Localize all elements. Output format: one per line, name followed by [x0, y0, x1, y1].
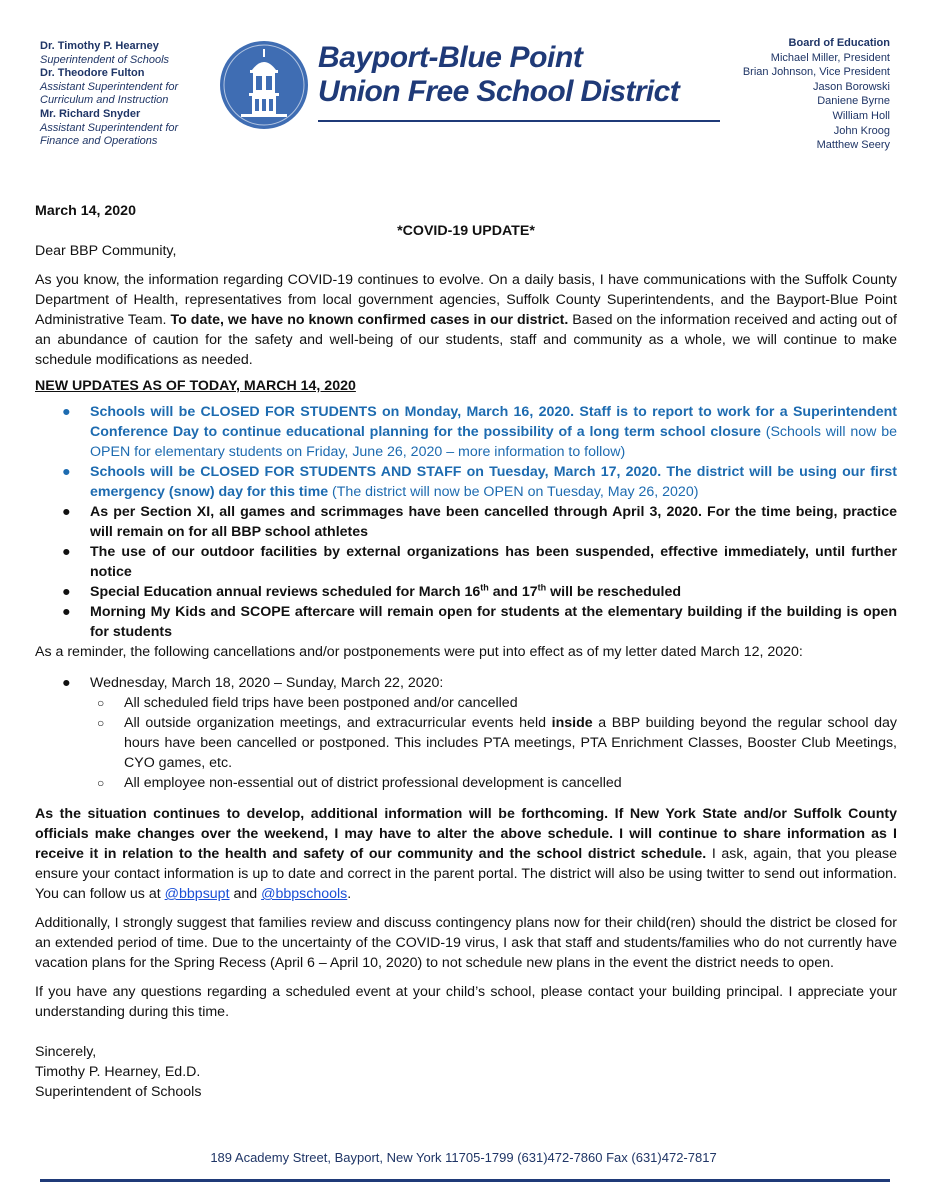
situation-bold: As the situation continues to develop, additional information will be forthcoming. If New York State and/or Suffolk County officials make changes over the weekend, I may have to alter the above schedule. I will continue to share information as I receive it in relation to the health and safety of our community and the school district schedule.: [35, 806, 897, 862]
board-member-3: Jason Borowski: [812, 80, 890, 93]
intro-text-bold: To date, we have no known confirmed cases in our district.: [170, 312, 569, 328]
update-1-bold: Schools will be CLOSED FOR STUDENTS on Monday, March 16, 2020. Staff is to report to work for a Superintendent Conference Day to continue educational planning for the possibility of a long term school closure: [90, 404, 897, 440]
letter-subject: *COVID-19 UPDATE*: [397, 223, 535, 239]
update-item-2: [35, 462, 897, 502]
board-member-7: Matthew Seery: [816, 139, 890, 152]
sub-item-3: [35, 773, 897, 793]
update-item-3: [35, 502, 897, 542]
circle-bullet-icon: ○: [97, 716, 105, 730]
bullet-icon: ●: [62, 584, 71, 600]
closing: Sincerely,: [35, 1044, 97, 1060]
update-6-text: Morning My Kids and SCOPE aftercare will remain open for students at the elementary building if the building is open for students: [90, 604, 897, 640]
and-word: and: [229, 886, 262, 902]
bullet-icon: ●: [62, 504, 71, 520]
intro-text-a: As you know, the information regarding COVID-19 continues to evolve. On a daily basis, I have communications with the Suffolk County Department of Health, representatives from local government agencies, Suffolk County Superintendents, and the Bayport-Blue Point Administrative Team.: [35, 272, 897, 328]
district-name-line1: Bayport-Blue Point: [318, 41, 583, 74]
situation-paragraph: [35, 804, 897, 904]
sub-1-text: All scheduled field trips have been postponed and/or cancelled: [124, 695, 518, 711]
board-member-4: Daniene Byrne: [817, 95, 890, 108]
week-text: Wednesday, March 18, 2020 – Sunday, March 22, 2020:: [90, 675, 444, 691]
cancellations-list: [35, 673, 897, 693]
update-item-1: [35, 402, 897, 462]
update-item-4: [35, 542, 897, 582]
board-member-6: John Kroog: [833, 124, 890, 137]
district-seal-logo: [219, 40, 309, 130]
footer-address: 189 Academy Street, Bayport, New York 11705-1799 (631)472-7860 Fax (631)472-7817: [210, 1150, 717, 1165]
update-item-5: [35, 582, 897, 602]
board-member-5: William Holl: [832, 109, 890, 122]
cancellation-week: [35, 673, 897, 693]
admin-name-3: Mr. Richard Snyder: [40, 107, 141, 120]
circle-bullet-icon: ○: [97, 776, 105, 790]
update-5-b: and 17: [488, 584, 538, 600]
updates-heading: NEW UPDATES AS OF TODAY, MARCH 14, 2020: [35, 378, 356, 394]
salutation: Dear BBP Community,: [35, 243, 177, 259]
intro-paragraph: [35, 270, 897, 370]
updates-list: [35, 402, 897, 642]
admin-title-2a: Assistant Superintendent for: [40, 80, 179, 93]
twitter-link-bbpschools[interactable]: @bbpschools: [261, 886, 348, 902]
letterhead-divider: [318, 120, 720, 122]
bullet-icon: ●: [62, 604, 71, 620]
admin-title-3b: Finance and Operations: [40, 135, 158, 148]
admin-title-2b: Curriculum and Instruction: [40, 94, 169, 107]
situation-rest: I ask, again, that you please ensure your contact information is up to date and correct in the parent portal. The district will also be using twitter to send out information. You can follow us at: [35, 846, 897, 902]
bullet-icon: ●: [62, 404, 71, 420]
board-of-education-block: [690, 36, 890, 153]
board-member-1: Michael Miller, President: [770, 51, 890, 64]
signer-name: Timothy P. Hearney, Ed.D.: [35, 1064, 201, 1080]
admin-name-1: Dr. Timothy P. Hearney: [40, 40, 159, 52]
admin-name-2: Dr. Theodore Fulton: [40, 67, 145, 80]
update-5-a: Special Education annual reviews scheduled for March 16: [90, 584, 481, 600]
footer-divider: [40, 1179, 890, 1182]
twitter-link-bbpsupt[interactable]: @bbpsupt: [164, 886, 230, 902]
admin-title-1: Superintendent of Schools: [40, 53, 170, 66]
update-5-sup1: th: [480, 582, 489, 593]
update-item-6: [35, 602, 897, 642]
district-name-line2: Union Free School District: [318, 75, 680, 108]
district-name: [318, 41, 728, 109]
board-heading: Board of Education: [788, 37, 890, 49]
update-5-c: will be rescheduled: [546, 584, 681, 600]
bullet-icon: ●: [62, 464, 71, 480]
circle-bullet-icon: ○: [97, 696, 105, 710]
intro-text-c: Based on the information received and acting out of an abundance of caution for the safety and well-being of our students, staff and community as a whole, we will continue to make schedule modifications as needed.: [35, 312, 897, 368]
bullet-icon: ●: [62, 675, 71, 691]
admin-title-3a: Assistant Superintendent for: [40, 121, 179, 134]
update-1-rest: (Schools will now be OPEN for elementary students on Friday, June 26, 2020 – more information to follow): [90, 424, 897, 460]
board-member-2: Brian Johnson, Vice President: [742, 66, 890, 79]
letter-body: [35, 201, 897, 1102]
signer-title: Superintendent of Schools: [35, 1084, 202, 1100]
period: .: [347, 886, 352, 902]
sub-2-a: All outside organization meetings, and extracurricular events held: [124, 715, 552, 731]
administrators-block: [40, 40, 210, 149]
sub-3-text: All employee non-essential out of district professional development is cancelled: [124, 775, 622, 791]
bullet-icon: ●: [62, 544, 71, 560]
update-4-text: The use of our outdoor facilities by external organizations has been suspended, effective immediately, until further notice: [90, 544, 897, 580]
cancellations-sublist: [35, 693, 897, 793]
sub-2-bold: inside: [551, 715, 593, 731]
sub-item-1: [35, 693, 897, 713]
update-2-bold: Schools will be CLOSED FOR STUDENTS AND STAFF on Tuesday, March 17, 2020. The district will be using our first emergency (snow) day for this time: [90, 464, 897, 500]
contingency-paragraph: Additionally, I strongly suggest that families review and discuss contingency plans now for their child(ren) should the district be closed for an extended period of time. Due to the uncertainty of the COVID-19 virus, I ask that staff and students/families who do not currently have vacation plans for the Spring Recess (April 6 – April 10, 2020) to not schedule new plans in the event the district needs to open.: [35, 915, 897, 971]
update-2-rest: (The district will now be OPEN on Tuesday, May 26, 2020): [328, 484, 699, 500]
sub-item-2: [35, 713, 897, 773]
update-3-text: As per Section XI, all games and scrimmages have been cancelled through April 3, 2020. For the time being, practice will remain on for all BBP school athletes: [90, 504, 897, 540]
sub-2-c: a BBP building beyond the regular school day hours have been cancelled or postponed. This includes PTA meetings, PTA Enrichment Classes, Booster Club Meetings, CYO games, etc.: [124, 715, 897, 771]
questions-paragraph: If you have any questions regarding a scheduled event at your child’s school, please contact your building principal. I appreciate your understanding during this time.: [35, 984, 897, 1020]
letter-date: March 14, 2020: [35, 203, 136, 219]
reminder-text: As a reminder, the following cancellations and/or postponements were put into effect as of my letter dated March 12, 2020:: [35, 644, 803, 660]
update-5-sup2: th: [537, 582, 547, 593]
